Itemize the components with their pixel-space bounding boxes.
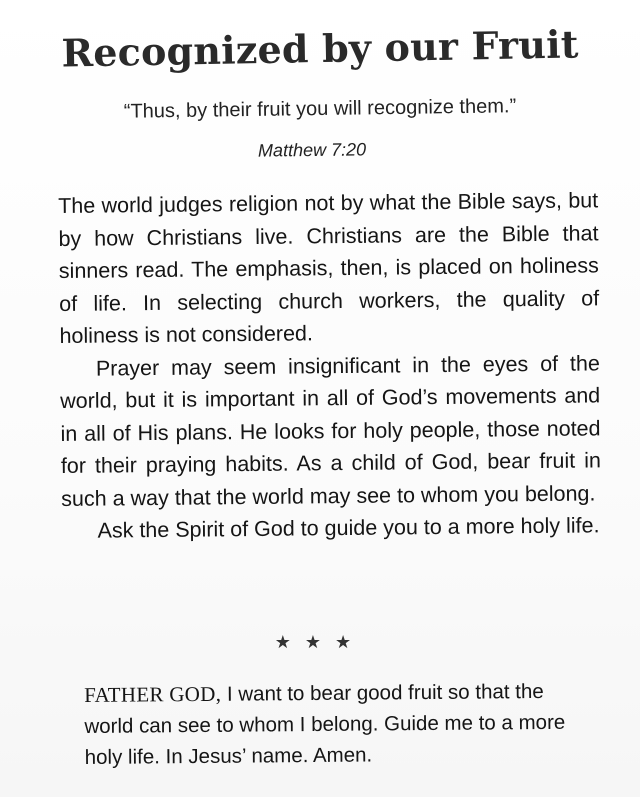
closing-prayer: [84, 676, 585, 773]
prayer-text: I want to bear good fruit so that the world can see to whom I belong. Guide me to a more holy life. In Jesus’ name. Amen.: [84, 679, 566, 769]
scripture-citation: Matthew 7:20: [257, 139, 367, 161]
paragraph-2: Prayer may seem insignificant in the eyes of the world, but it is important in all of God’s movements and in all of His plans. He looks for holy people, those noted for their praying habits. As a child of God, bear fruit in such a way that the world may see to whom you belong.: [60, 350, 601, 511]
paragraph-3: Ask the Spirit of God to guide you to a more holy life.: [97, 513, 600, 543]
scripture-quote: “Thus, by their fruit you will recognize them.”: [123, 95, 517, 123]
page-title: Recognized by our Fruit: [61, 21, 579, 76]
devotional-body: [58, 184, 602, 547]
section-separator-stars: ★★★: [274, 632, 366, 653]
paragraph-1: The world judges religion not by what the Bible says, but by how Christians live. Christians are the Bible that sinners read. The emphasis, then, is placed on holiness of life. In selecting church workers, the quality of holiness is not considered.: [58, 188, 600, 348]
prayer-lead: FATHER GOD,: [84, 681, 222, 707]
